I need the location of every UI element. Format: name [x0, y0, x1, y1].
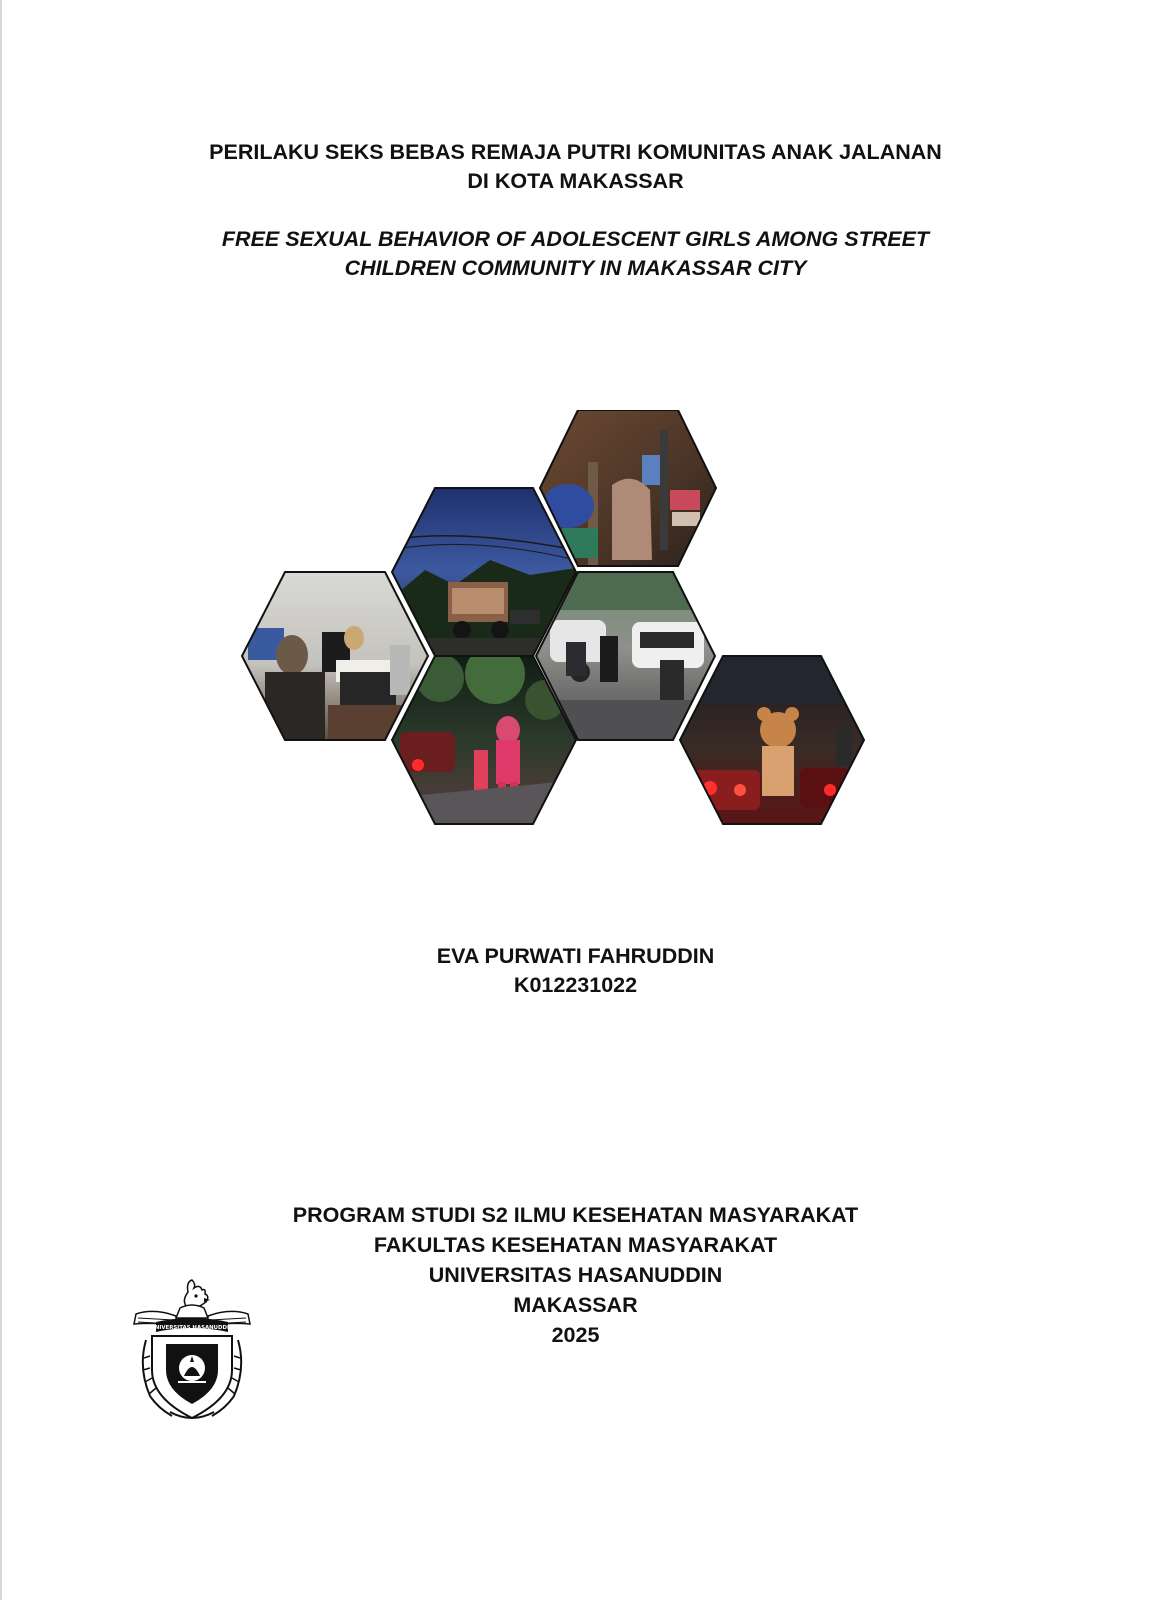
hexagon-photo-collage	[240, 410, 870, 850]
title-id-line-2: DI KOTA MAKASSAR	[467, 169, 684, 193]
university-crest-icon	[130, 1278, 254, 1426]
title-en-line-1: FREE SEXUAL BEHAVIOR OF ADOLESCENT GIRLS AMONG STREET	[221, 227, 930, 251]
author-block	[0, 942, 1151, 1000]
study-program: PROGRAM STUDI S2 ILMU KESEHATAN MASYARAKAT	[292, 1203, 859, 1227]
thesis-title-english	[0, 225, 1151, 283]
belongings-wall-photo	[538, 410, 718, 568]
university: UNIVERSITAS HASANUDDIN	[428, 1263, 723, 1287]
faculty: FAKULTAS KESEHATAN MASYARAKAT	[373, 1233, 778, 1257]
author-name: EVA PURWATI FAHRUDDIN	[436, 944, 715, 968]
student-id: K012231022	[513, 973, 638, 997]
thesis-title-indonesian	[0, 138, 1151, 196]
title-en-line-2: CHILDREN COMMUNITY IN MAKASSAR CITY	[344, 256, 807, 280]
bear-costume-traffic-photo	[678, 654, 868, 826]
year: 2025	[551, 1323, 600, 1347]
city: MAKASSAR	[513, 1293, 638, 1317]
title-id-line-1: PERILAKU SEKS BEBAS REMAJA PUTRI KOMUNITAS ANAK JALANAN	[209, 140, 942, 164]
crest-banner-text: UNIVERSITAS HASANUDDIN	[150, 1325, 234, 1331]
